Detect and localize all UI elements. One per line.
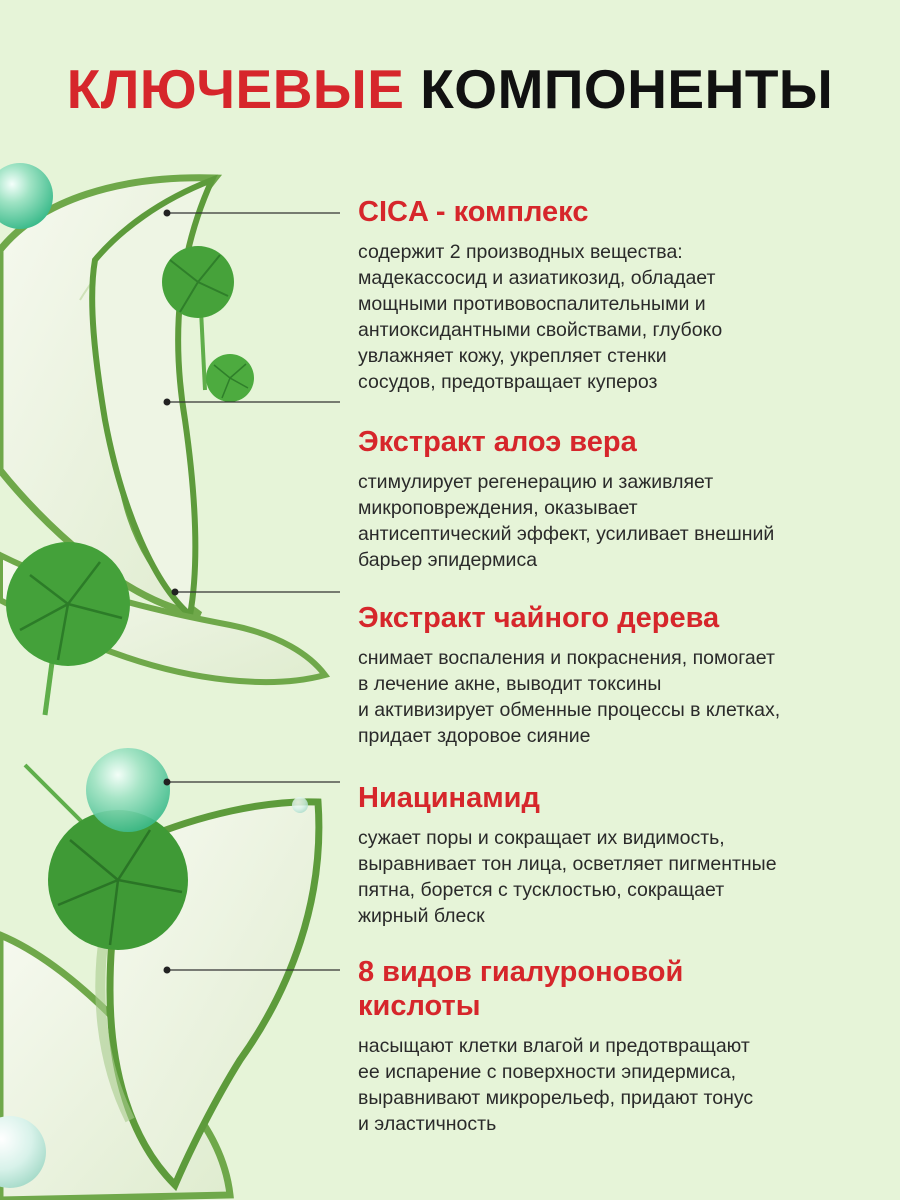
component-description [358,825,878,929]
component-heading [358,601,878,635]
description-line: в лечение акне, выводит токсины [358,673,662,695]
heading-line: Ниацинамид [358,782,540,814]
component-description [358,1033,878,1137]
title-rest: КОМПОНЕНТЫ [420,58,834,120]
description-line: и активизирует обменные процессы в клетках, [358,699,781,721]
component-niacinamide [358,781,878,929]
description-line: жирный блеск [358,905,485,927]
description-line: придает здоровое сияние [358,725,591,747]
component-description [358,645,878,749]
description-line: ее испарение с поверхности эпидермиса, [358,1061,737,1083]
description-line: сосудов, предотвращает купероз [358,371,658,393]
description-line: микроповреждения, оказывает [358,497,638,519]
component-aloe-vera [358,425,878,573]
description-line: увлажняет кожу, укрепляет стенки [358,345,667,367]
description-line: выравнивает тон лица, осветляет пигментные [358,853,777,875]
title-accent: КЛЮЧЕВЫЕ [66,58,405,120]
description-line: выравнивают микрорельеф, придают тонус [358,1087,754,1109]
description-line: мощными противовоспалительными и [358,293,706,315]
description-line: и эластичность [358,1113,497,1135]
description-line: сужает поры и сокращает их видимость, [358,827,725,849]
leader-line [172,589,341,596]
heading-line: 8 видов гиалуроновой [358,956,684,988]
page-title [0,58,900,120]
description-line: насыщают клетки влагой и предотвращают [358,1035,750,1057]
heading-line: кислоты [358,990,481,1022]
description-line: содержит 2 производных вещества: [358,241,683,263]
heading-line: Экстракт чайного дерева [358,602,720,634]
component-description [358,239,878,395]
description-line: стимулирует регенерацию и заживляет [358,471,714,493]
component-hyaluronic-acid [358,955,878,1137]
component-description [358,469,878,573]
description-line: антисептический эффект, усиливает внешний [358,523,775,545]
description-line: пятна, борется с тусклостью, сокращает [358,879,725,901]
description-line: мадекассосид и азиатикозид, обладает [358,267,716,289]
component-cica [358,195,878,395]
component-heading [358,425,878,459]
leader-line [164,967,341,974]
heading-line: Экстракт алоэ вера [358,426,637,458]
component-tea-tree [358,601,878,749]
heading-line: CICA - комплекс [358,196,589,228]
component-heading [358,955,878,1023]
component-heading [358,781,878,815]
leader-line [164,399,341,406]
description-line: антиоксидантными свойствами, глубоко [358,319,723,341]
leader-line [164,210,341,217]
description-line: барьер эпидермиса [358,549,538,571]
component-heading [358,195,878,229]
leader-line [164,779,341,786]
description-line: снимает воспаления и покраснения, помогает [358,647,775,669]
